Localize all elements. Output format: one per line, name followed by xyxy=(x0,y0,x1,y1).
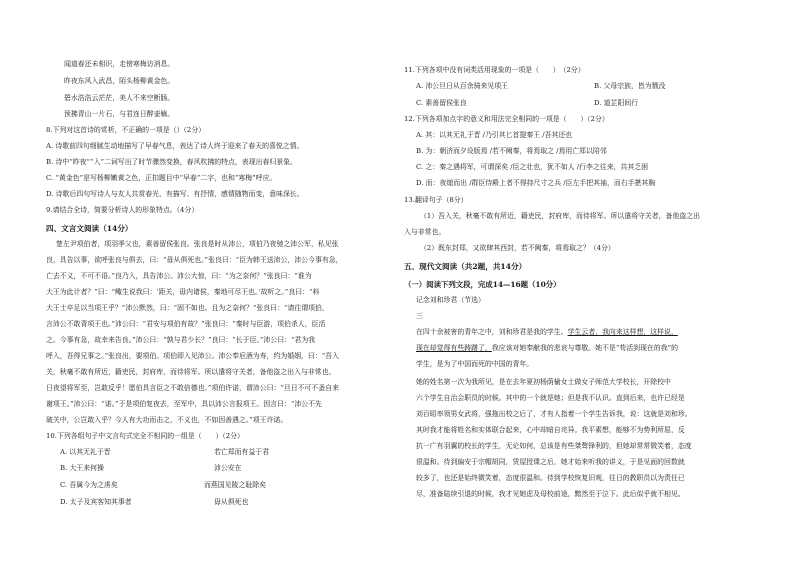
text-line xyxy=(60,464,104,473)
line-text: D. 道芷阳间行 xyxy=(594,99,639,107)
option-pair-line xyxy=(214,498,248,507)
text-line xyxy=(416,179,655,188)
line-text: 记念刘和珍君（节选） xyxy=(416,296,485,304)
line-text: 在四十余被害的青年之中，刘和珍君是我的学生。 xyxy=(416,328,568,336)
line-text: B. 父母宗族，皆为戮没 xyxy=(594,82,666,90)
line-text: 11.下列各项中没有词类活用现象的一项是（ ） （2分） xyxy=(404,66,585,74)
line-text: 三 xyxy=(416,312,423,320)
text-line xyxy=(46,142,303,151)
line-text: B. 大王来何操 xyxy=(60,464,104,472)
text-line xyxy=(46,368,335,377)
line-text: 尽，准备陆续引退的时候，我才见她虑及母校前途，黯然至于泣下。此后似乎就不相见。 xyxy=(416,490,685,498)
text-line xyxy=(64,77,174,86)
text-line xyxy=(46,288,319,297)
text-line xyxy=(46,174,276,183)
line-text: 呼入，吾得兄事之。”张良出，要项伯。项伯即入见沛公。沛公奉卮酒为寿，约为婚姻，曰：“吾入 xyxy=(46,352,339,360)
line-text: 大王士卒足以当项王乎？”沛公默然，曰：“固不如也。且为之奈何？”张良曰：“请往谓项伯， xyxy=(46,304,329,312)
text-line xyxy=(416,394,685,403)
text-line xyxy=(416,474,685,483)
option-pair-line xyxy=(214,448,269,457)
line-text: B. 为：朝济而夕设版焉 /若不阙秦，将焉取之 /焉用亡郑以陪邻 xyxy=(416,147,607,155)
line-text: C. 吾属今为之虏矣 xyxy=(60,481,118,489)
line-text: （2）既东封郑，又欲肆其西封，若不阙秦，将焉取之？（4分） xyxy=(420,244,615,252)
line-text: （一）阅读下列文段，完成14—16题（10分） xyxy=(404,280,561,289)
text-line xyxy=(56,240,339,249)
text-line xyxy=(416,490,685,499)
line-text: 很温和。待到偏安于宗帽胡同，赁屋授课之后，她才始来听我的讲义，于是见面的回数就 xyxy=(416,458,685,466)
line-text-continued: 我应该对她奉献我的悲哀与尊敬。她不是“苟活到现在的我”的 xyxy=(491,344,678,352)
text-line xyxy=(416,378,671,387)
line-text: 9.请结合全诗，简要分析诗人的形象特点。（4分） xyxy=(46,206,199,214)
text-line xyxy=(416,344,678,353)
text-line xyxy=(60,481,118,490)
text-line xyxy=(46,320,325,329)
text-line xyxy=(404,115,609,124)
line-text: A. 诗歌前四句细腻生动地描写了早春气息，表达了诗人终于迎来了春天的喜悦之情。 xyxy=(46,142,304,150)
line-text: 沛公安在 xyxy=(214,464,242,472)
text-line xyxy=(416,328,678,337)
line-text: A. 以其无礼于晋 xyxy=(60,448,111,456)
text-line xyxy=(46,256,343,265)
line-text: 五、现代文阅读（共2题，共14分） xyxy=(404,262,527,271)
line-text: 而燕国见陵之耻除矣 xyxy=(204,481,267,489)
text-line xyxy=(46,400,322,409)
text-line xyxy=(46,336,315,345)
line-text: 8.下列对这首诗的赏析，不正确的一项是（）（2分） xyxy=(46,126,206,134)
text-line xyxy=(420,244,615,253)
text-line xyxy=(64,60,174,69)
line-text: 昨夜东风入武昌，陌头杨柳黄金色。 xyxy=(64,77,175,85)
text-line xyxy=(416,163,648,172)
text-line xyxy=(416,312,423,321)
text-line xyxy=(64,110,174,119)
text-line xyxy=(46,352,339,361)
underlined-text: 现在却觉得有些踌躇了， xyxy=(416,344,492,352)
line-text: B. 诗中“昨夜”“入”二词写出了时节骤然变换，春风吹拂的特点，表现出春归景象。 xyxy=(46,158,297,166)
line-text: 大王为此计者？”曰：“鲰生说我曰：‘距关，毋内诸侯，秦地可尽王也。’故听之。”良曰：“料 xyxy=(46,288,320,296)
text-line xyxy=(46,206,198,215)
line-text: 学生，是为了中国而死的中国的青年。 xyxy=(416,360,534,368)
line-text: 预拂青山一片石，与君连日醉壶觞。 xyxy=(64,110,175,118)
text-line xyxy=(60,498,132,507)
text-line xyxy=(416,131,572,140)
text-line xyxy=(594,82,665,91)
line-text: C. 素善留侯张良 xyxy=(416,99,467,107)
text-line xyxy=(46,272,312,281)
text-line xyxy=(404,280,561,289)
text-line xyxy=(404,262,526,271)
text-line xyxy=(416,82,508,91)
text-line xyxy=(64,94,174,103)
text-line xyxy=(46,432,244,441)
text-line xyxy=(46,158,297,167)
line-text: 良，具告以事，欲呼张良与俱去，曰：“毋从俱死也。”张良曰：“臣为韩王送沛公，沛公今事有急， xyxy=(46,256,343,264)
line-text: 若亡郑而有益于君 xyxy=(214,448,270,456)
line-text: 楚左尹项伯者，项羽季父也，素善留侯张良。张良是时从沛公，项伯乃夜驰之沛公军，私见张 xyxy=(56,240,339,248)
line-text: 13.翻译句子（8分） xyxy=(404,196,468,204)
line-text: D. 而：夜缒而出 /群臣侍殿上者不得持尺寸之兵 /臣左手把其袖，而右手揕其胸 xyxy=(416,179,656,187)
line-text: 抗一广有羽翼的校长的学生，无论如何，总该是有些桀骜锋利的，但她却常常微笑着，态度 xyxy=(416,442,692,450)
line-text: 10.下列各组句子中文言句式完全不相同的一组是（ ）（2分） xyxy=(46,432,244,440)
line-text: A. 沛公旦日从百余骑来见项王 xyxy=(416,82,509,90)
line-text: A. 其：以其无礼于晋 /乃引其匕首提秦王 /吾其还也 xyxy=(416,131,573,139)
text-line xyxy=(416,99,467,108)
text-line xyxy=(404,66,585,75)
line-text: （1）吾入关，秋毫不敢有所近，籍吏民，封府库，而待将军。所以遣将守关者，备他盗之出 xyxy=(420,212,701,220)
text-line xyxy=(416,360,533,369)
line-text: 较多了，也还是始终微笑着，态度很温和。待到学校恢复旧观，往日的教职员以为责任已 xyxy=(416,474,685,482)
line-text: 亡去不义，不可不语。”良乃入，具告沛公。沛公大惊，曰：“为之奈何？”张良曰：“谁为 xyxy=(46,272,312,280)
line-text: C. 之：秦之遇将军，可谓深矣 /臣之壮也，犹不如人 /行李之往来，共其乏困 xyxy=(416,163,649,171)
text-line xyxy=(416,410,692,419)
text-line xyxy=(404,228,445,237)
line-text: 言沛公不敢背项王也。”沛公曰：“君安与项伯有故？”张良曰：“秦时与臣游，项伯杀人，臣活 xyxy=(46,320,326,328)
line-text: 破关中，公岂敢入乎？今人有大功而击之，不义也，不如因善遇之。”项王许诺。 xyxy=(46,416,288,424)
text-line xyxy=(46,126,205,135)
line-text: 闻道春还未相识，走傍寒梅访消息。 xyxy=(64,60,175,68)
text-line xyxy=(46,384,339,393)
line-text: 其时我才能将姓名和实体联合起来，心中却暗自诧异。我平素想，能够不为势利所屈，反 xyxy=(416,426,685,434)
line-text: 毋从俱死也 xyxy=(214,498,249,506)
line-text: C. “黄金色”是写杨柳嫩黄之色，正扣题目中“早春”二字，也和“寒梅”呼应。 xyxy=(46,174,277,182)
text-line xyxy=(416,147,607,156)
option-pair-line xyxy=(204,481,266,490)
text-line xyxy=(46,416,287,425)
text-line xyxy=(416,442,692,451)
line-text: D. 太子及宾客知其事者 xyxy=(60,498,132,506)
text-line xyxy=(46,190,304,199)
text-line xyxy=(416,426,685,435)
text-line xyxy=(46,304,329,313)
line-text: 之。今事有急，故幸来告良。”沛公曰：“孰与君少长？”良曰：“长于臣。”沛公曰：“君为我 xyxy=(46,336,316,344)
line-text: 日夜望将军至，岂敢反乎！愿伯具言臣之不敢倍德也。”项伯许诺，谓沛公曰：“旦日不可不蚤自来 xyxy=(46,384,339,392)
line-text: 入与非常也。 xyxy=(404,228,446,236)
text-line xyxy=(404,196,468,205)
line-text: 谢项王。”沛公曰：“诺。”于是项伯复夜去，至军中，具以沛公言报项王。因言曰：“沛公不先 xyxy=(46,400,322,408)
line-text: 刘百昭率领男女武将，强拖出校之后了，才有人指着一个学生告诉我，说：这就是刘和珍。 xyxy=(416,410,692,418)
line-text: 碧水浩浩云茫茫，美人不来空断肠。 xyxy=(64,94,175,102)
line-text: D. 诗歌后四句写诗人与友人共赏春光，有描写、有抒情，感情随物而变，意味深长。 xyxy=(46,190,304,198)
text-line xyxy=(416,296,485,305)
text-line xyxy=(594,99,638,108)
line-text: 她的姓名第一次为我所见，是在去年夏初杨荫榆女士做女子师范大学校长，开除校中 xyxy=(416,378,671,386)
text-line xyxy=(420,212,700,221)
line-text: 四、文言文阅读（14分） xyxy=(46,224,133,233)
line-text: 12.下列各项加点字的意义和用法完全相同的一项是（ ）（2分） xyxy=(404,115,609,123)
option-pair-line xyxy=(214,464,242,473)
text-line xyxy=(46,224,133,233)
line-text: 六个学生自治会职员的时候。其中的一个就是她；但是我不认识。直到后来，也许已经是 xyxy=(416,394,685,402)
text-line xyxy=(60,448,111,457)
text-line xyxy=(416,458,685,467)
line-text: 关，秋毫不敢有所近，籍吏民，封府库，而待将军。所以遣将守关者，备他盗之出入与非常也。 xyxy=(46,368,336,376)
underlined-text: 学生云者，我向来这样想，这样说， xyxy=(567,328,678,336)
